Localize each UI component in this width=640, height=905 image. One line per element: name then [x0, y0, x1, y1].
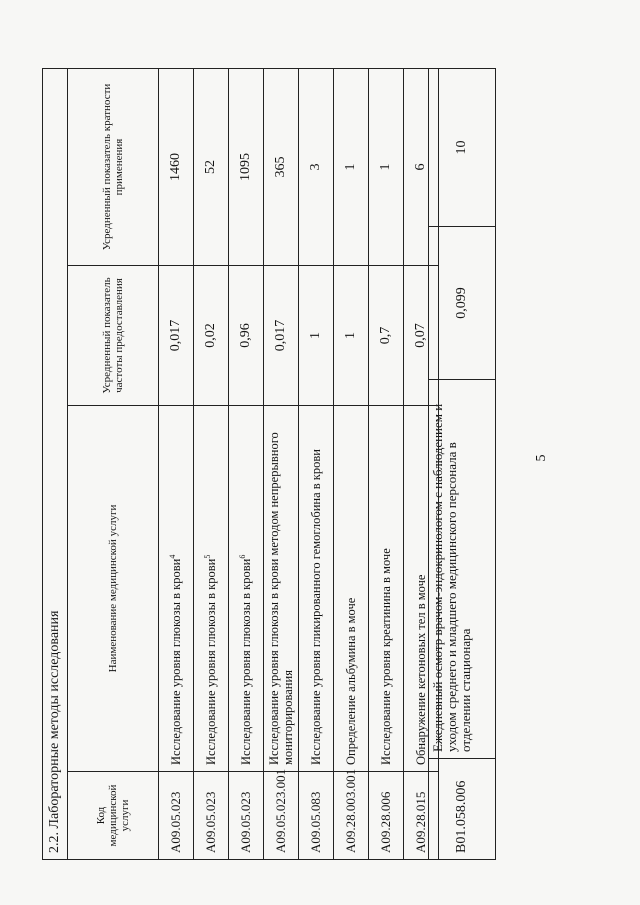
- service-name-text: Исследование уровня креатинина в моче: [379, 548, 393, 765]
- frequency-value: 1: [334, 266, 369, 406]
- service-name: [299, 406, 334, 772]
- service-name-text: Исследование уровня гликированного гемоглобина в крови: [309, 449, 323, 765]
- frequency-value: 0,96: [229, 266, 264, 406]
- service-name: [194, 406, 229, 772]
- service-code: A09.28.015: [404, 772, 439, 860]
- frequency-value: 0,017: [159, 266, 194, 406]
- table-row: [404, 69, 439, 860]
- service-name-text: Обнаружение кетоновых тел в моче: [414, 574, 428, 765]
- multiplicity-value: 10: [429, 69, 496, 227]
- service-name: [159, 406, 194, 772]
- service-name-text: Исследование уровня глюкозы в крови методом непрерывного мониторирования: [267, 432, 295, 765]
- footnote-mark: 6: [237, 554, 247, 559]
- service-name: [334, 406, 369, 772]
- service-code: A09.05.023: [229, 772, 264, 860]
- service-name-text: Исследование уровня глюкозы в крови: [204, 558, 218, 765]
- multiplicity-value: 1095: [229, 69, 264, 266]
- service-name-text: Исследование уровня глюкозы в крови: [239, 558, 253, 765]
- multiplicity-value: 3: [299, 69, 334, 266]
- multiplicity-value: 1460: [159, 69, 194, 266]
- multiplicity-value: 6: [404, 69, 439, 266]
- frequency-value: 1: [299, 266, 334, 406]
- rotated-page: [40, 68, 580, 868]
- lab-methods-table: [42, 68, 439, 860]
- service-name: [264, 406, 299, 772]
- header-code: Код медицинской услуги: [68, 772, 159, 860]
- header-frequency: Усредненный показатель частоты предоставления: [68, 266, 159, 406]
- service-name: [404, 406, 439, 772]
- multiplicity-value: 1: [369, 69, 404, 266]
- multiplicity-value: 1: [334, 69, 369, 266]
- service-code: A09.28.006: [369, 772, 404, 860]
- frequency-value: 0,017: [264, 266, 299, 406]
- header-multiplicity: Усредненный показатель кратности применения: [68, 69, 159, 266]
- service-code: A09.05.023: [194, 772, 229, 860]
- service-code: A09.05.083: [299, 772, 334, 860]
- multiplicity-value: 365: [264, 69, 299, 266]
- frequency-value: 0,7: [369, 266, 404, 406]
- frequency-value: 0,07: [404, 266, 439, 406]
- table-row: [369, 69, 404, 860]
- service-name-text: Определение альбумина в моче: [344, 597, 358, 765]
- service-code: A09.05.023: [159, 772, 194, 860]
- service-name: Ежедневный осмотр врачом-эндокринологом с наблюдением и уходом среднего и младшего медицинского персонала в отделении стационара: [429, 380, 496, 759]
- footnote-mark: 5: [202, 554, 212, 559]
- frequency-value: 0,02: [194, 266, 229, 406]
- table-row: [299, 69, 334, 860]
- table-row: [334, 69, 369, 860]
- page-number: 5: [534, 454, 549, 462]
- table-row: [229, 69, 264, 860]
- footnote-mark: 4: [167, 554, 177, 559]
- service-name-text: Исследование уровня глюкозы в крови: [169, 558, 183, 765]
- frequency-value: 0,099: [429, 227, 496, 380]
- section-title: 2.2. Лабораторные методы исследования: [43, 69, 68, 860]
- service-name: [229, 406, 264, 772]
- table-row: [264, 69, 299, 860]
- service-code: B01.058.006: [429, 759, 496, 860]
- service-code: A09.05.023.001: [264, 772, 299, 860]
- service-name: [369, 406, 404, 772]
- table-row: [194, 69, 229, 860]
- header-name: Наименование медицинской услуги: [68, 406, 159, 772]
- table-row: [159, 69, 194, 860]
- multiplicity-value: 52: [194, 69, 229, 266]
- service-code: A09.28.003.001: [334, 772, 369, 860]
